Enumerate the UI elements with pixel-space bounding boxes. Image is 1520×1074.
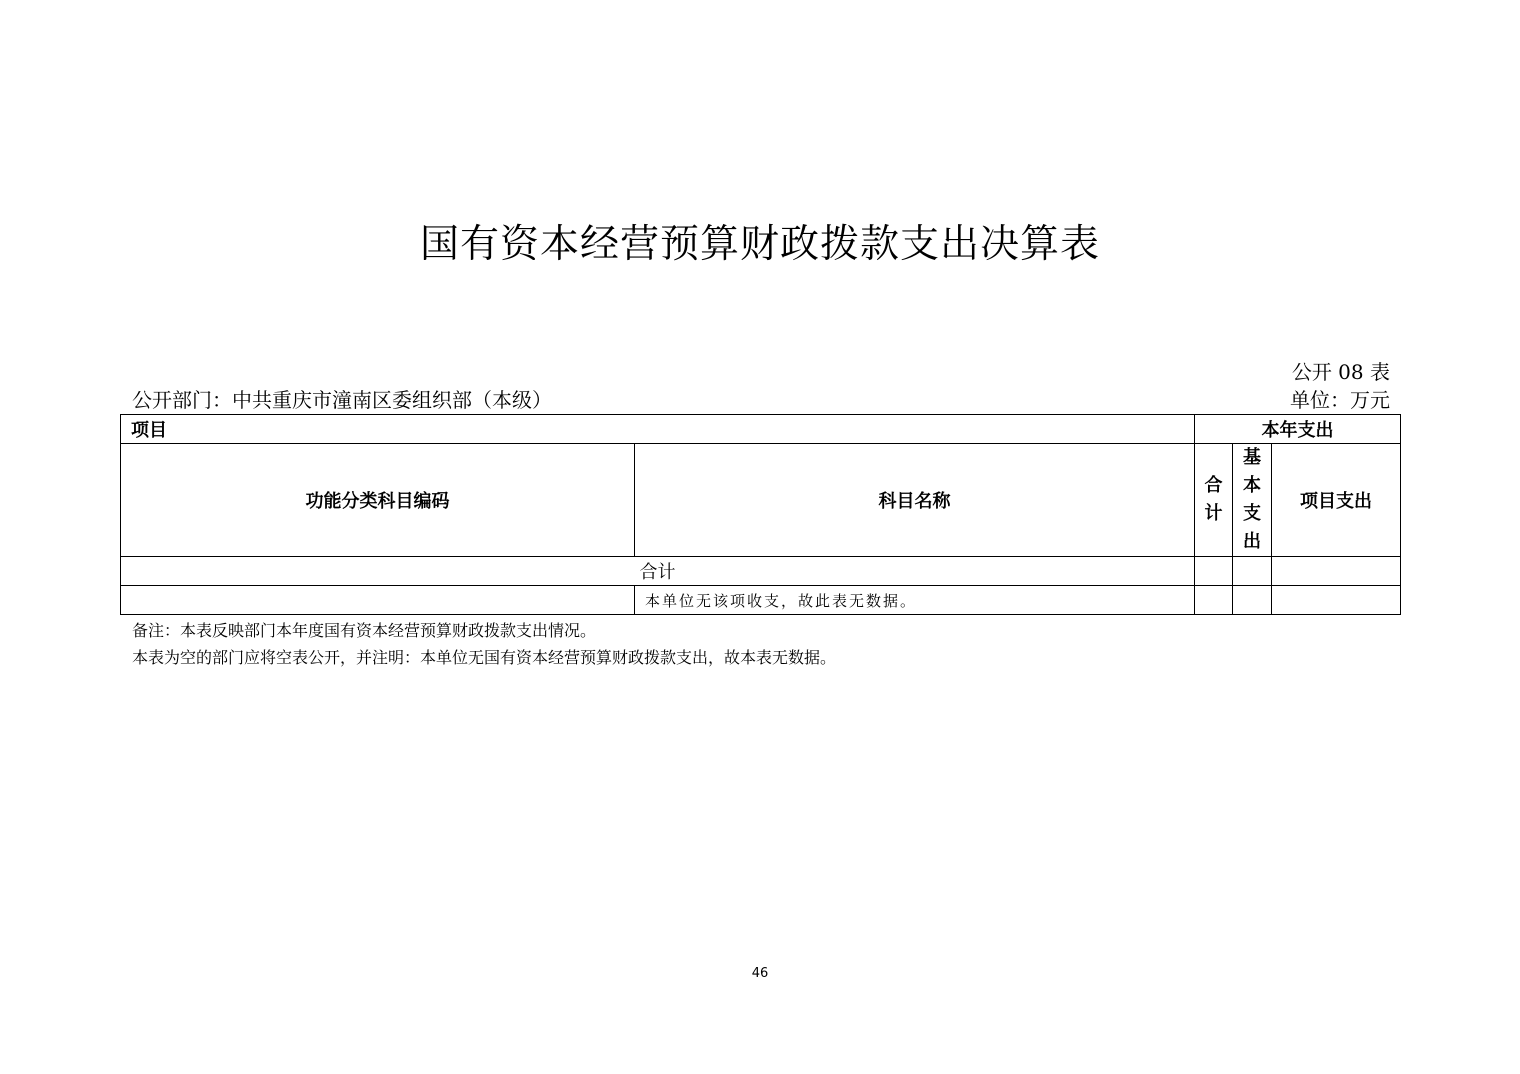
page-number: 46: [751, 966, 769, 981]
page-title: 国有资本经营预算财政拨款支出决算表: [419, 222, 1100, 267]
remark-line: 备注：本表反映部门本年度国有资本经营预算财政拨款支出情况。: [132, 621, 597, 640]
col-total-header: 合 计: [1195, 444, 1233, 557]
col-code-header: 功能分类科目编码: [121, 444, 635, 557]
remark-line: 本表为空的部门应将空表公开，并注明：本单位无国有资本经营预算财政拨款支出，故本表无数据。: [132, 648, 837, 667]
col-project-header: 项目支出: [1272, 444, 1401, 557]
total-row-label: 合计: [121, 557, 1195, 586]
col-basic-header: 基 本 支 出: [1233, 444, 1272, 557]
table-header-row: [121, 415, 1401, 444]
basic-cell: [1233, 586, 1272, 615]
current-year-header: 本年支出: [1195, 415, 1401, 444]
total-cell: [1195, 557, 1233, 586]
project-cell: [1272, 586, 1401, 615]
empty-note: 本单位无该项收支，故此表无数据。: [635, 586, 1195, 615]
expenditure-table: [120, 414, 1401, 615]
column-header-row: [121, 444, 1401, 557]
form-number: 公开 08 表: [1291, 360, 1390, 384]
project-header: 项目: [121, 415, 1195, 444]
unit-label: 单位：万元: [1290, 388, 1390, 412]
col-name-header: 科目名称: [635, 444, 1195, 557]
project-cell: [1272, 557, 1401, 586]
department-label: 公开部门：中共重庆市潼南区委组织部（本级）: [132, 388, 552, 412]
table-row: [121, 586, 1401, 615]
code-cell: [121, 586, 635, 615]
total-row: [121, 557, 1401, 586]
total-cell: [1195, 586, 1233, 615]
basic-cell: [1233, 557, 1272, 586]
